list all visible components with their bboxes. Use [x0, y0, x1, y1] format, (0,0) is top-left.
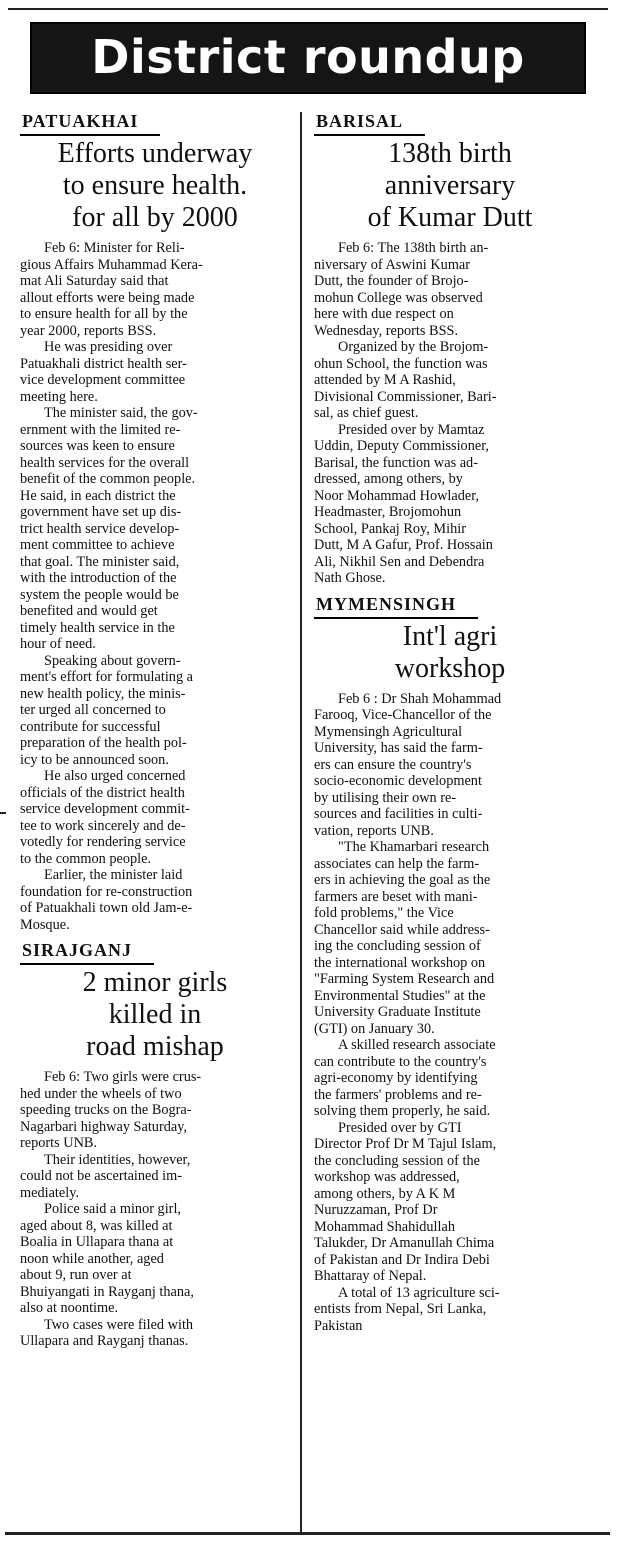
story-body	[20, 240, 290, 933]
text-line: He said, in each district the	[20, 487, 176, 504]
text-line: Mosque.	[20, 916, 70, 933]
text-line: "Farming System Research and	[314, 971, 495, 987]
text-line: of Pakistan and Dr Indira Debi	[314, 1251, 490, 1268]
text-line: here with due respect on	[314, 306, 454, 322]
text-line: also at noontime.	[20, 1300, 119, 1316]
text-line: Uddin, Deputy Commissioner,	[314, 438, 489, 454]
text-line: Nagarbari highway Saturday,	[20, 1118, 188, 1135]
paragraph	[314, 339, 586, 422]
text-line: farmers are beset with mani-	[314, 888, 478, 905]
text-line: ers can ensure the country's	[314, 756, 472, 773]
text-line: system the people would be	[20, 586, 179, 603]
headline-sirajganj	[20, 967, 290, 1063]
text-line: He was presiding over	[44, 339, 173, 355]
text-line: preparation of the health pol-	[20, 735, 187, 751]
text-line: Nath Ghose.	[314, 570, 386, 586]
text-line: allout efforts were being made	[20, 289, 195, 306]
banner-title: District roundup	[91, 30, 525, 84]
text-line: School, Pankaj Roy, Mihir	[314, 520, 466, 537]
section-banner	[30, 22, 586, 94]
text-line: mohun College was observed	[314, 289, 483, 306]
paragraph	[20, 653, 290, 769]
text-line: hed under the wheels of two	[20, 1085, 182, 1102]
text-line: Barisal, the function was ad-	[314, 454, 478, 471]
text-line: aged about 8, was killed at	[20, 1217, 173, 1234]
headline-barisal	[314, 138, 586, 234]
text-line: among others, by A K M	[314, 1185, 456, 1202]
paragraph	[314, 1037, 586, 1120]
text-line: the concluding session of the	[314, 1152, 480, 1169]
text-line: ment committee to achieve	[20, 537, 175, 553]
headline-line: anniversary	[384, 170, 516, 201]
text-line: ernment with the limited re-	[20, 421, 181, 438]
text-line: mediately.	[20, 1184, 80, 1201]
text-line: year 2000, reports BSS.	[20, 322, 157, 339]
right-column	[314, 110, 586, 1334]
headline-line: road mishap	[86, 1031, 224, 1062]
text-line: Ullapara and Rayganj thanas.	[20, 1333, 189, 1349]
text-line: the farmers' problems and re-	[314, 1086, 482, 1103]
text-line: agri-economy by identifying	[314, 1070, 478, 1086]
text-line: Dutt, the founder of Brojo-	[314, 273, 469, 289]
text-line: Police said a minor girl,	[44, 1201, 181, 1217]
text-line: that goal. The minister said,	[20, 553, 180, 570]
paragraph	[314, 839, 586, 1037]
text-line: dressed, among others, by	[314, 471, 463, 487]
dateline-barisal: BARISAL	[314, 110, 425, 136]
text-line: the international workshop on	[314, 954, 486, 971]
text-line: reports UNB.	[20, 1135, 98, 1151]
text-line: The minister said, the gov-	[44, 405, 198, 421]
headline-line: 138th birth	[388, 138, 512, 169]
paragraph	[20, 405, 290, 653]
paragraph	[20, 1152, 290, 1202]
text-line: Nuruzzaman, Prof Dr	[314, 1202, 438, 1218]
story-body	[314, 240, 586, 587]
text-line: (GTI) on January 30.	[314, 1020, 435, 1037]
text-line: contribute for successful	[20, 718, 161, 735]
text-line: associates can help the farm-	[314, 855, 480, 872]
text-line: Dutt, M A Gafur, Prof. Hossain	[314, 537, 493, 553]
paragraph	[314, 422, 586, 587]
paragraph	[314, 1285, 586, 1335]
mymensingh-story	[314, 593, 586, 1335]
paragraph	[20, 1317, 290, 1350]
text-line: attended by M A Rashid,	[314, 372, 456, 388]
text-line: trict health service develop-	[20, 520, 180, 537]
headline-line: Int'l agri	[402, 620, 498, 652]
text-line: workshop was addressed,	[314, 1169, 460, 1185]
story-body	[20, 1069, 290, 1350]
text-line: could not be ascertained im-	[20, 1168, 182, 1184]
text-line: benefit of the common people.	[20, 471, 196, 487]
text-line: Patuakhali district health ser-	[20, 355, 187, 372]
text-line: Presided over by Mamtaz	[338, 421, 485, 438]
text-line: meeting here.	[20, 388, 98, 405]
paragraph	[20, 768, 290, 867]
text-line: foundation for re-construction	[20, 883, 193, 900]
text-line: to ensure health for all by the	[20, 306, 188, 322]
headline-line: 2 minor girls	[82, 967, 228, 998]
text-line: Feb 6: Two girls were crus-	[44, 1069, 202, 1085]
column-divider	[300, 112, 302, 1532]
text-line: health services for the overall	[20, 454, 190, 471]
text-line: new health policy, the minis-	[20, 685, 186, 702]
text-line: "The Khamarbari research	[338, 839, 490, 855]
text-line: fold problems," the Vice	[314, 905, 454, 921]
dateline-mymensingh: MYMENSINGH	[314, 593, 478, 619]
headline-line: for all by 2000	[72, 202, 238, 233]
text-line: Farooq, Vice-Chancellor of the	[314, 707, 492, 723]
paragraph	[20, 1201, 290, 1317]
headline-line: of Kumar Dutt	[367, 202, 533, 233]
text-line: by utilising their own re-	[314, 789, 457, 806]
text-line: Mymensingh Agricultural	[314, 723, 463, 740]
paragraph	[20, 339, 290, 405]
patuakhali-story	[20, 110, 290, 933]
text-line: Director Prof Dr M Tajul Islam,	[314, 1136, 497, 1152]
text-line: sources and facilities in culti-	[314, 806, 483, 822]
text-line: He also urged concerned	[44, 768, 186, 784]
text-line: Feb 6 : Dr Shah Mohammad	[338, 690, 502, 707]
paragraph	[20, 1069, 290, 1152]
left-column	[20, 110, 290, 1350]
text-line: noon while another, aged	[20, 1250, 164, 1267]
text-line: Bhuiyangati in Rayganj thana,	[20, 1283, 194, 1300]
text-line: Pakistan	[314, 1317, 363, 1334]
text-line: about 9, run over at	[20, 1267, 132, 1283]
text-line: A skilled research associate	[338, 1037, 496, 1053]
headline-line: Efforts underway	[57, 138, 253, 169]
text-line: University, has said the farm-	[314, 740, 483, 756]
text-line: Earlier, the minister laid	[44, 867, 183, 883]
text-line: A total of 13 agriculture sci-	[338, 1284, 500, 1301]
text-line: to the common people.	[20, 850, 152, 867]
text-line: Bhattaray of Nepal.	[314, 1268, 427, 1284]
headline-line: to ensure health.	[62, 170, 248, 201]
text-line: entists from Nepal, Sri Lanka,	[314, 1301, 487, 1317]
paragraph	[20, 867, 290, 933]
text-line: Organized by the Brojom-	[338, 339, 489, 355]
text-line: officials of the district health	[20, 784, 185, 801]
text-line: vice development committee	[20, 372, 186, 388]
text-line: vation, reports UNB.	[314, 822, 434, 839]
headline-patuakhali	[20, 138, 290, 234]
paragraph	[20, 240, 290, 339]
text-line: gious Affairs Muhammad Kera-	[20, 256, 203, 273]
text-line: Boalia in Ullapara thana at	[20, 1234, 174, 1250]
text-line: sal, as chief guest.	[314, 405, 419, 421]
text-line: Divisional Commissioner, Bari-	[314, 388, 497, 405]
text-line: Their identities, however,	[44, 1151, 191, 1168]
text-line: sources was keen to ensure	[20, 438, 175, 454]
barisal-story	[314, 110, 586, 587]
headline-mymensingh	[314, 621, 586, 685]
text-line: solving them properly, he said.	[314, 1103, 491, 1119]
text-line: Feb 6: The 138th birth an-	[338, 240, 489, 256]
text-line: Feb 6: Minister for Reli-	[44, 240, 185, 256]
dateline-sirajganj: SIRAJGANJ	[20, 939, 154, 965]
text-line: with the introduction of the	[20, 570, 177, 586]
text-line: of Patuakhali town old Jam-e-	[20, 900, 193, 916]
text-line: Noor Mohammad Howlader,	[314, 487, 479, 504]
text-line: socio-economic development	[314, 773, 482, 789]
text-line: tee to work sincerely and de-	[20, 817, 186, 834]
bottom-rule	[5, 1532, 610, 1535]
paragraph	[314, 691, 586, 840]
text-line: can contribute to the country's	[314, 1053, 487, 1070]
text-line: ing the concluding session of	[314, 938, 481, 954]
text-line: Presided over by GTI	[338, 1119, 462, 1136]
text-line: niversary of Aswini Kumar	[314, 256, 471, 273]
text-line: benefited and would get	[20, 603, 158, 619]
text-line: government have set up dis-	[20, 504, 182, 520]
text-line: ohun School, the function was	[314, 355, 488, 372]
text-line: speeding trucks on the Bogra-	[20, 1102, 192, 1118]
text-line: timely health service in the	[20, 619, 175, 636]
top-rule	[8, 8, 608, 10]
text-line: votedly for rendering service	[20, 834, 186, 850]
headline-line: killed in	[108, 999, 202, 1030]
text-line: Ali, Nikhil Sen and Debendra	[314, 553, 485, 570]
text-line: Speaking about govern-	[44, 652, 181, 669]
text-line: ers in achieving the goal as the	[314, 872, 491, 888]
paragraph	[314, 240, 586, 339]
text-line: University Graduate Institute	[314, 1004, 481, 1020]
text-line: Talukder, Dr Amanullah Chima	[314, 1235, 495, 1251]
text-line: icy to be announced soon.	[20, 751, 169, 768]
text-line: Wednesday, reports BSS.	[314, 322, 459, 339]
text-line: mat Ali Saturday said that	[20, 273, 169, 289]
sirajganj-story	[20, 939, 290, 1350]
margin-mark	[0, 812, 6, 814]
dateline-patuakhali: PATUAKHAI	[20, 110, 160, 136]
paragraph	[314, 1120, 586, 1285]
text-line: Environmental Studies" at the	[314, 987, 486, 1004]
story-body	[314, 691, 586, 1335]
text-line: hour of need.	[20, 636, 96, 652]
text-line: Headmaster, Brojomohun	[314, 504, 462, 520]
text-line: ment's effort for formulating a	[20, 669, 194, 685]
text-line: Chancellor said while address-	[314, 921, 490, 938]
text-line: Mohammad Shahidullah	[314, 1218, 455, 1235]
headline-line: workshop	[394, 652, 506, 684]
text-line: ter urged all concerned to	[20, 702, 166, 718]
text-line: Two cases were filed with	[44, 1316, 194, 1333]
text-line: service development commit-	[20, 801, 190, 817]
